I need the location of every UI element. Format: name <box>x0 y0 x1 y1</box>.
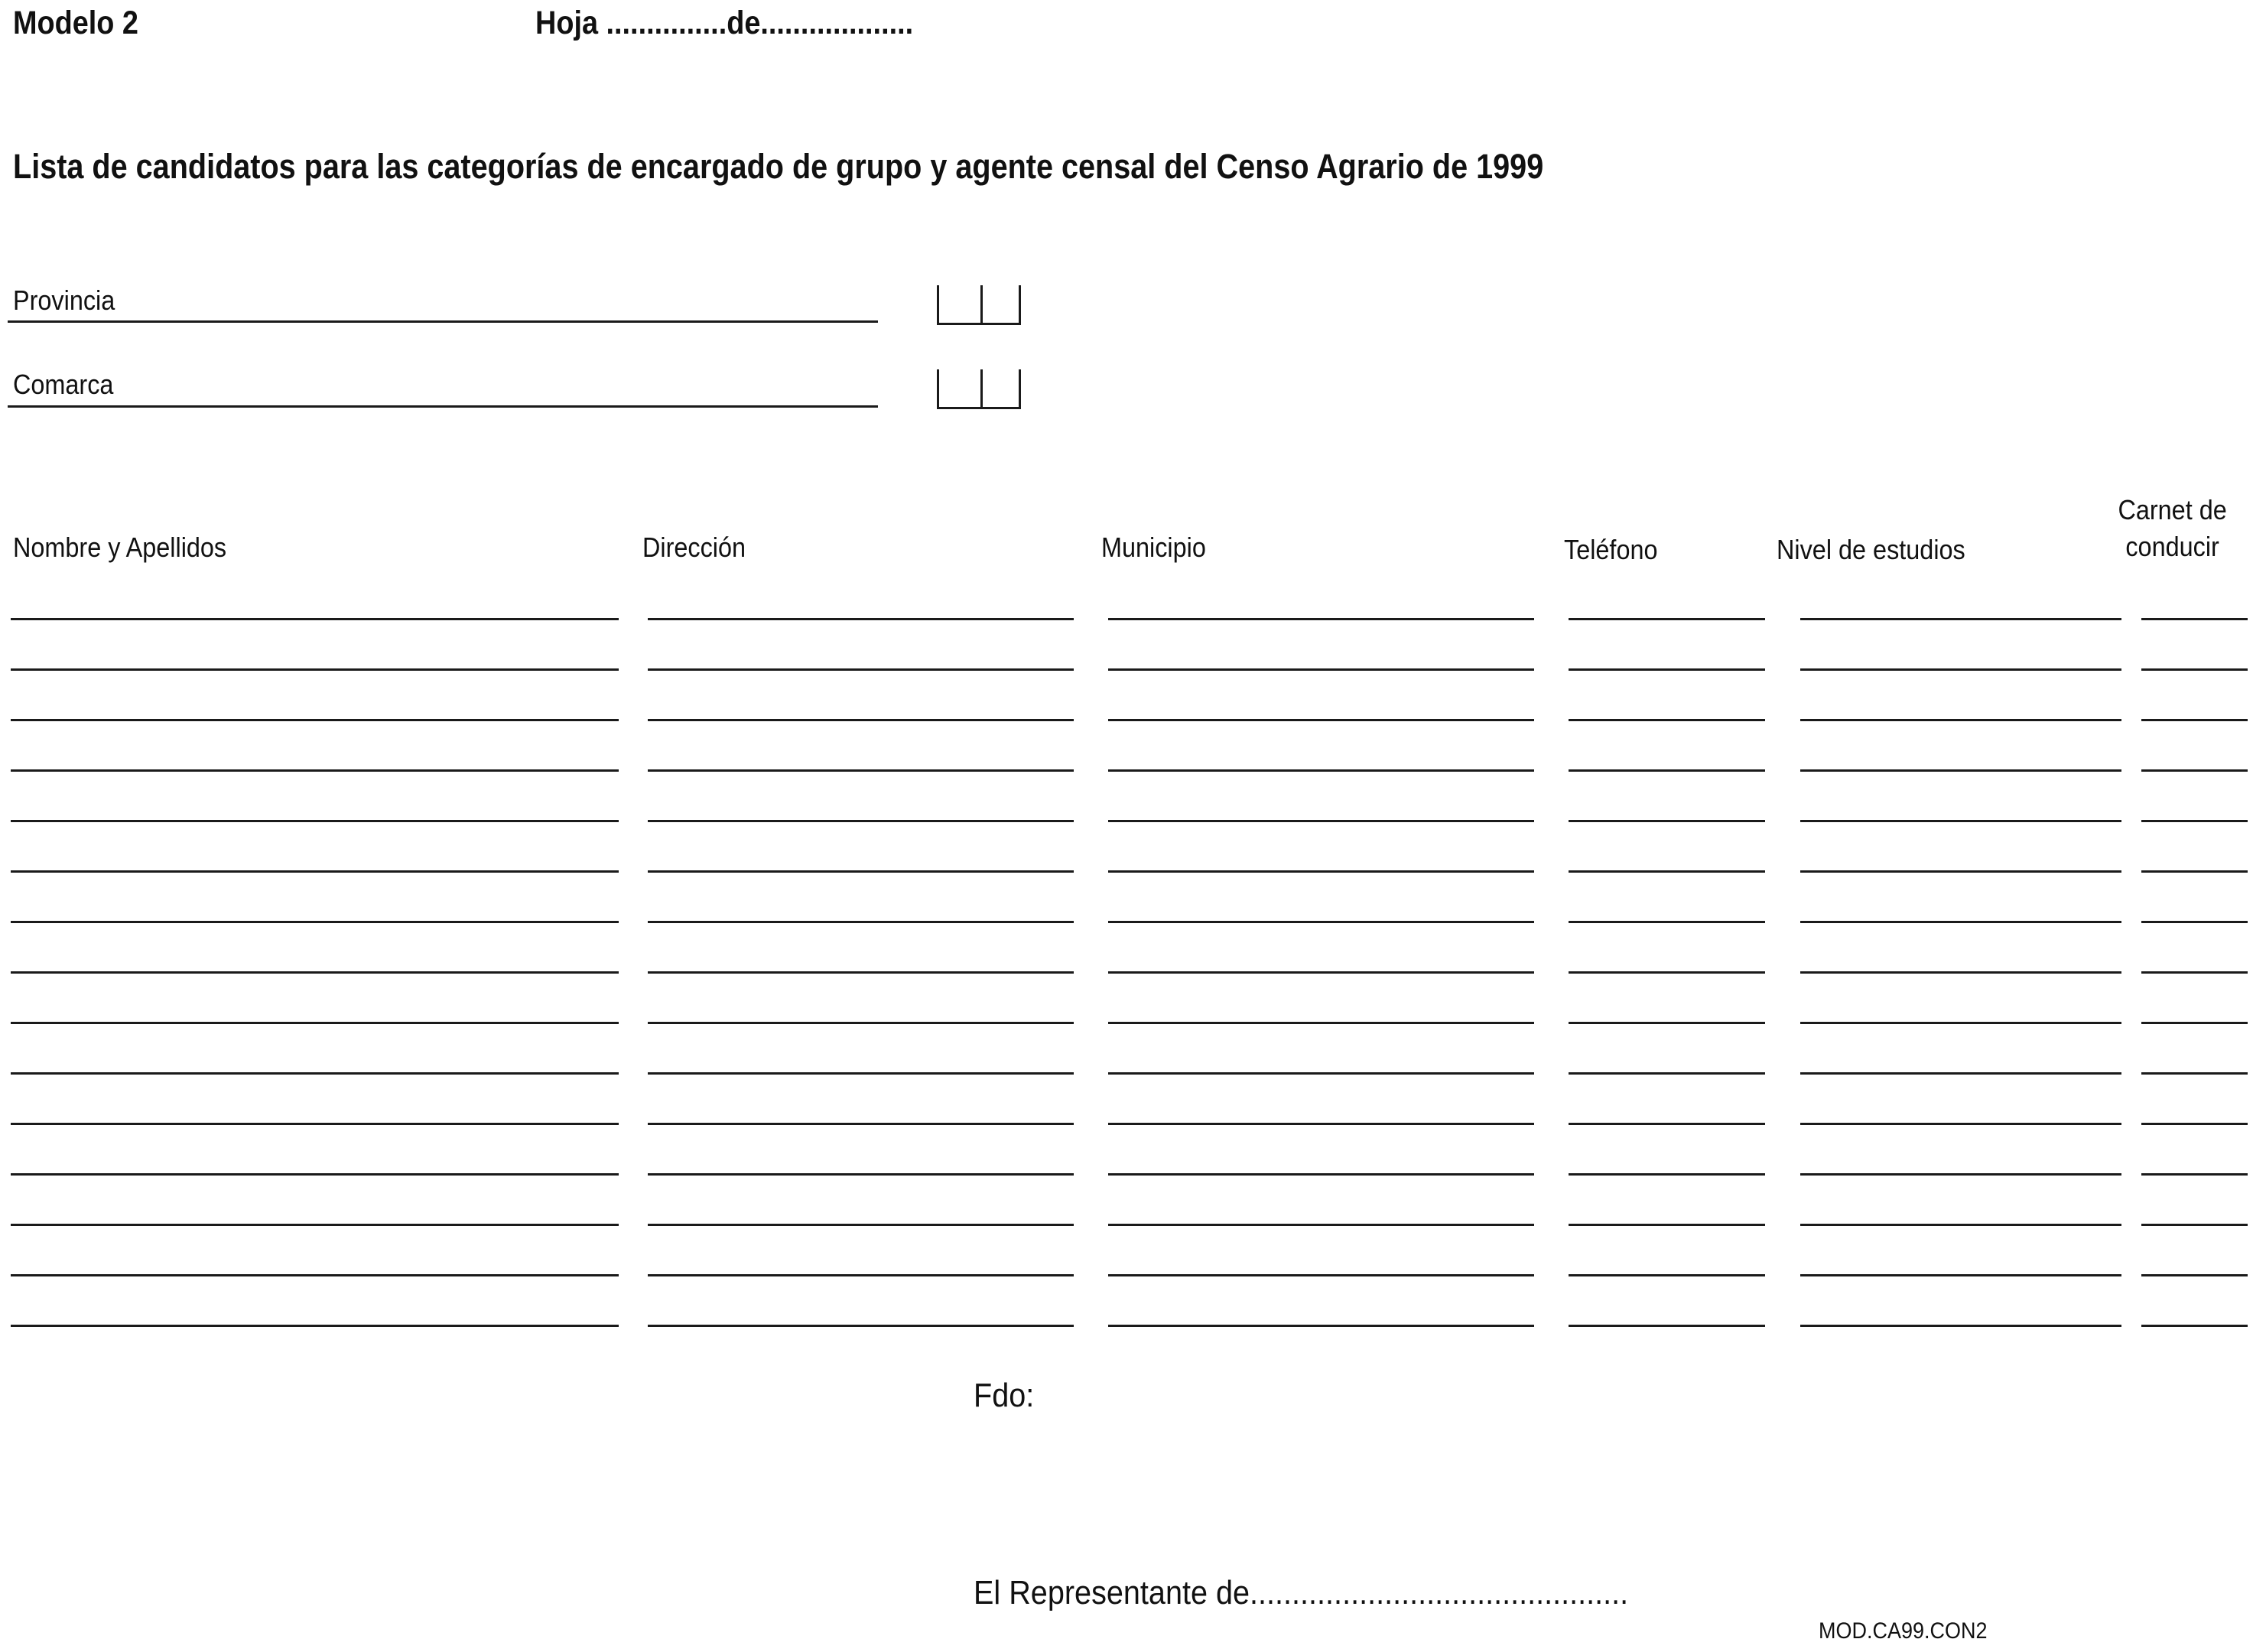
column-header-telefono: Teléfono <box>1564 534 1658 565</box>
row-14-nivel-estudios-line[interactable] <box>1800 1274 2121 1276</box>
row-12-nombre-line[interactable] <box>11 1173 619 1176</box>
row-2-carnet-line[interactable] <box>2141 668 2248 671</box>
column-header-nombre: Nombre y Apellidos <box>13 532 227 563</box>
row-3-municipio-line[interactable] <box>1108 719 1534 721</box>
row-14-carnet-line[interactable] <box>2141 1274 2248 1276</box>
row-9-nivel-estudios-line[interactable] <box>1800 1022 2121 1024</box>
row-2-municipio-line[interactable] <box>1108 668 1534 671</box>
row-3-carnet-line[interactable] <box>2141 719 2248 721</box>
row-5-municipio-line[interactable] <box>1108 820 1534 822</box>
row-15-nombre-line[interactable] <box>11 1325 619 1327</box>
row-5-direccion-line[interactable] <box>648 820 1074 822</box>
row-5-nombre-line[interactable] <box>11 820 619 822</box>
row-3-direccion-line[interactable] <box>648 719 1074 721</box>
row-1-telefono-line[interactable] <box>1569 618 1765 620</box>
row-13-telefono-line[interactable] <box>1569 1224 1765 1226</box>
row-5-nivel-estudios-line[interactable] <box>1800 820 2121 822</box>
comarca-label: Comarca <box>13 369 114 400</box>
row-2-telefono-line[interactable] <box>1569 668 1765 671</box>
row-4-telefono-line[interactable] <box>1569 769 1765 772</box>
row-4-nombre-line[interactable] <box>11 769 619 772</box>
representative-field[interactable]: El Representante de............................................. <box>974 1574 1629 1611</box>
row-7-municipio-line[interactable] <box>1108 921 1534 923</box>
comarca-input-line[interactable] <box>8 405 878 408</box>
row-6-carnet-line[interactable] <box>2141 870 2248 873</box>
row-8-telefono-line[interactable] <box>1569 971 1765 974</box>
row-15-direccion-line[interactable] <box>648 1325 1074 1327</box>
row-10-telefono-line[interactable] <box>1569 1072 1765 1075</box>
row-7-carnet-line[interactable] <box>2141 921 2248 923</box>
row-14-telefono-line[interactable] <box>1569 1274 1765 1276</box>
row-9-direccion-line[interactable] <box>648 1022 1074 1024</box>
row-9-municipio-line[interactable] <box>1108 1022 1534 1024</box>
row-1-nivel-estudios-line[interactable] <box>1800 618 2121 620</box>
row-3-telefono-line[interactable] <box>1569 719 1765 721</box>
row-11-carnet-line[interactable] <box>2141 1123 2248 1125</box>
row-13-municipio-line[interactable] <box>1108 1224 1534 1226</box>
row-11-direccion-line[interactable] <box>648 1123 1074 1125</box>
row-10-direccion-line[interactable] <box>648 1072 1074 1075</box>
row-6-direccion-line[interactable] <box>648 870 1074 873</box>
row-2-nombre-line[interactable] <box>11 668 619 671</box>
row-12-nivel-estudios-line[interactable] <box>1800 1173 2121 1176</box>
row-4-carnet-line[interactable] <box>2141 769 2248 772</box>
row-13-nivel-estudios-line[interactable] <box>1800 1224 2121 1226</box>
row-14-nombre-line[interactable] <box>11 1274 619 1276</box>
row-11-municipio-line[interactable] <box>1108 1123 1534 1125</box>
row-7-direccion-line[interactable] <box>648 921 1074 923</box>
column-header-municipio: Municipio <box>1101 532 1206 563</box>
row-9-carnet-line[interactable] <box>2141 1022 2248 1024</box>
row-9-nombre-line[interactable] <box>11 1022 619 1024</box>
column-header-carnet: Carnet de conducir <box>2118 494 2227 562</box>
row-10-municipio-line[interactable] <box>1108 1072 1534 1075</box>
row-1-nombre-line[interactable] <box>11 618 619 620</box>
provincia-label: Provincia <box>13 285 115 316</box>
row-4-nivel-estudios-line[interactable] <box>1800 769 2121 772</box>
row-1-carnet-line[interactable] <box>2141 618 2248 620</box>
provincia-code-box[interactable] <box>937 285 1021 325</box>
row-11-nivel-estudios-line[interactable] <box>1800 1123 2121 1125</box>
row-1-direccion-line[interactable] <box>648 618 1074 620</box>
row-13-direccion-line[interactable] <box>648 1224 1074 1226</box>
row-2-direccion-line[interactable] <box>648 668 1074 671</box>
row-13-carnet-line[interactable] <box>2141 1224 2248 1226</box>
column-header-nivel-estudios: Nivel de estudios <box>1777 534 1965 565</box>
row-10-carnet-line[interactable] <box>2141 1072 2248 1075</box>
column-header-direccion: Dirección <box>642 532 746 563</box>
row-15-nivel-estudios-line[interactable] <box>1800 1325 2121 1327</box>
row-7-nivel-estudios-line[interactable] <box>1800 921 2121 923</box>
row-7-nombre-line[interactable] <box>11 921 619 923</box>
row-1-municipio-line[interactable] <box>1108 618 1534 620</box>
row-12-municipio-line[interactable] <box>1108 1173 1534 1176</box>
model-label: Modelo 2 <box>13 5 138 41</box>
row-10-nivel-estudios-line[interactable] <box>1800 1072 2121 1075</box>
row-9-telefono-line[interactable] <box>1569 1022 1765 1024</box>
row-8-nivel-estudios-line[interactable] <box>1800 971 2121 974</box>
document-title: Lista de candidatos para las categorías de encargado de grupo y agente censal del Censo Agrario de 1999 <box>13 147 1544 186</box>
row-12-direccion-line[interactable] <box>648 1173 1074 1176</box>
row-12-carnet-line[interactable] <box>2141 1173 2248 1176</box>
row-8-municipio-line[interactable] <box>1108 971 1534 974</box>
signature-label: Fdo: <box>974 1377 1035 1414</box>
row-4-direccion-line[interactable] <box>648 769 1074 772</box>
row-8-carnet-line[interactable] <box>2141 971 2248 974</box>
row-3-nombre-line[interactable] <box>11 719 619 721</box>
comarca-code-box[interactable] <box>937 369 1021 409</box>
row-8-nombre-line[interactable] <box>11 971 619 974</box>
sheet-number-field[interactable]: Hoja ...............de................... <box>535 5 914 41</box>
row-5-carnet-line[interactable] <box>2141 820 2248 822</box>
row-10-nombre-line[interactable] <box>11 1072 619 1075</box>
row-5-telefono-line[interactable] <box>1569 820 1765 822</box>
row-11-nombre-line[interactable] <box>11 1123 619 1125</box>
provincia-input-line[interactable] <box>8 320 878 323</box>
row-7-telefono-line[interactable] <box>1569 921 1765 923</box>
row-15-carnet-line[interactable] <box>2141 1325 2248 1327</box>
row-13-nombre-line[interactable] <box>11 1224 619 1226</box>
row-6-municipio-line[interactable] <box>1108 870 1534 873</box>
row-15-telefono-line[interactable] <box>1569 1325 1765 1327</box>
row-11-telefono-line[interactable] <box>1569 1123 1765 1125</box>
row-2-nivel-estudios-line[interactable] <box>1800 668 2121 671</box>
row-6-nombre-line[interactable] <box>11 870 619 873</box>
row-3-nivel-estudios-line[interactable] <box>1800 719 2121 721</box>
row-6-telefono-line[interactable] <box>1569 870 1765 873</box>
row-12-telefono-line[interactable] <box>1569 1173 1765 1176</box>
row-8-direccion-line[interactable] <box>648 971 1074 974</box>
row-15-municipio-line[interactable] <box>1108 1325 1534 1327</box>
row-4-municipio-line[interactable] <box>1108 769 1534 772</box>
row-14-municipio-line[interactable] <box>1108 1274 1534 1276</box>
form-code: MOD.CA99.CON2 <box>1819 1618 1988 1644</box>
row-6-nivel-estudios-line[interactable] <box>1800 870 2121 873</box>
row-14-direccion-line[interactable] <box>648 1274 1074 1276</box>
